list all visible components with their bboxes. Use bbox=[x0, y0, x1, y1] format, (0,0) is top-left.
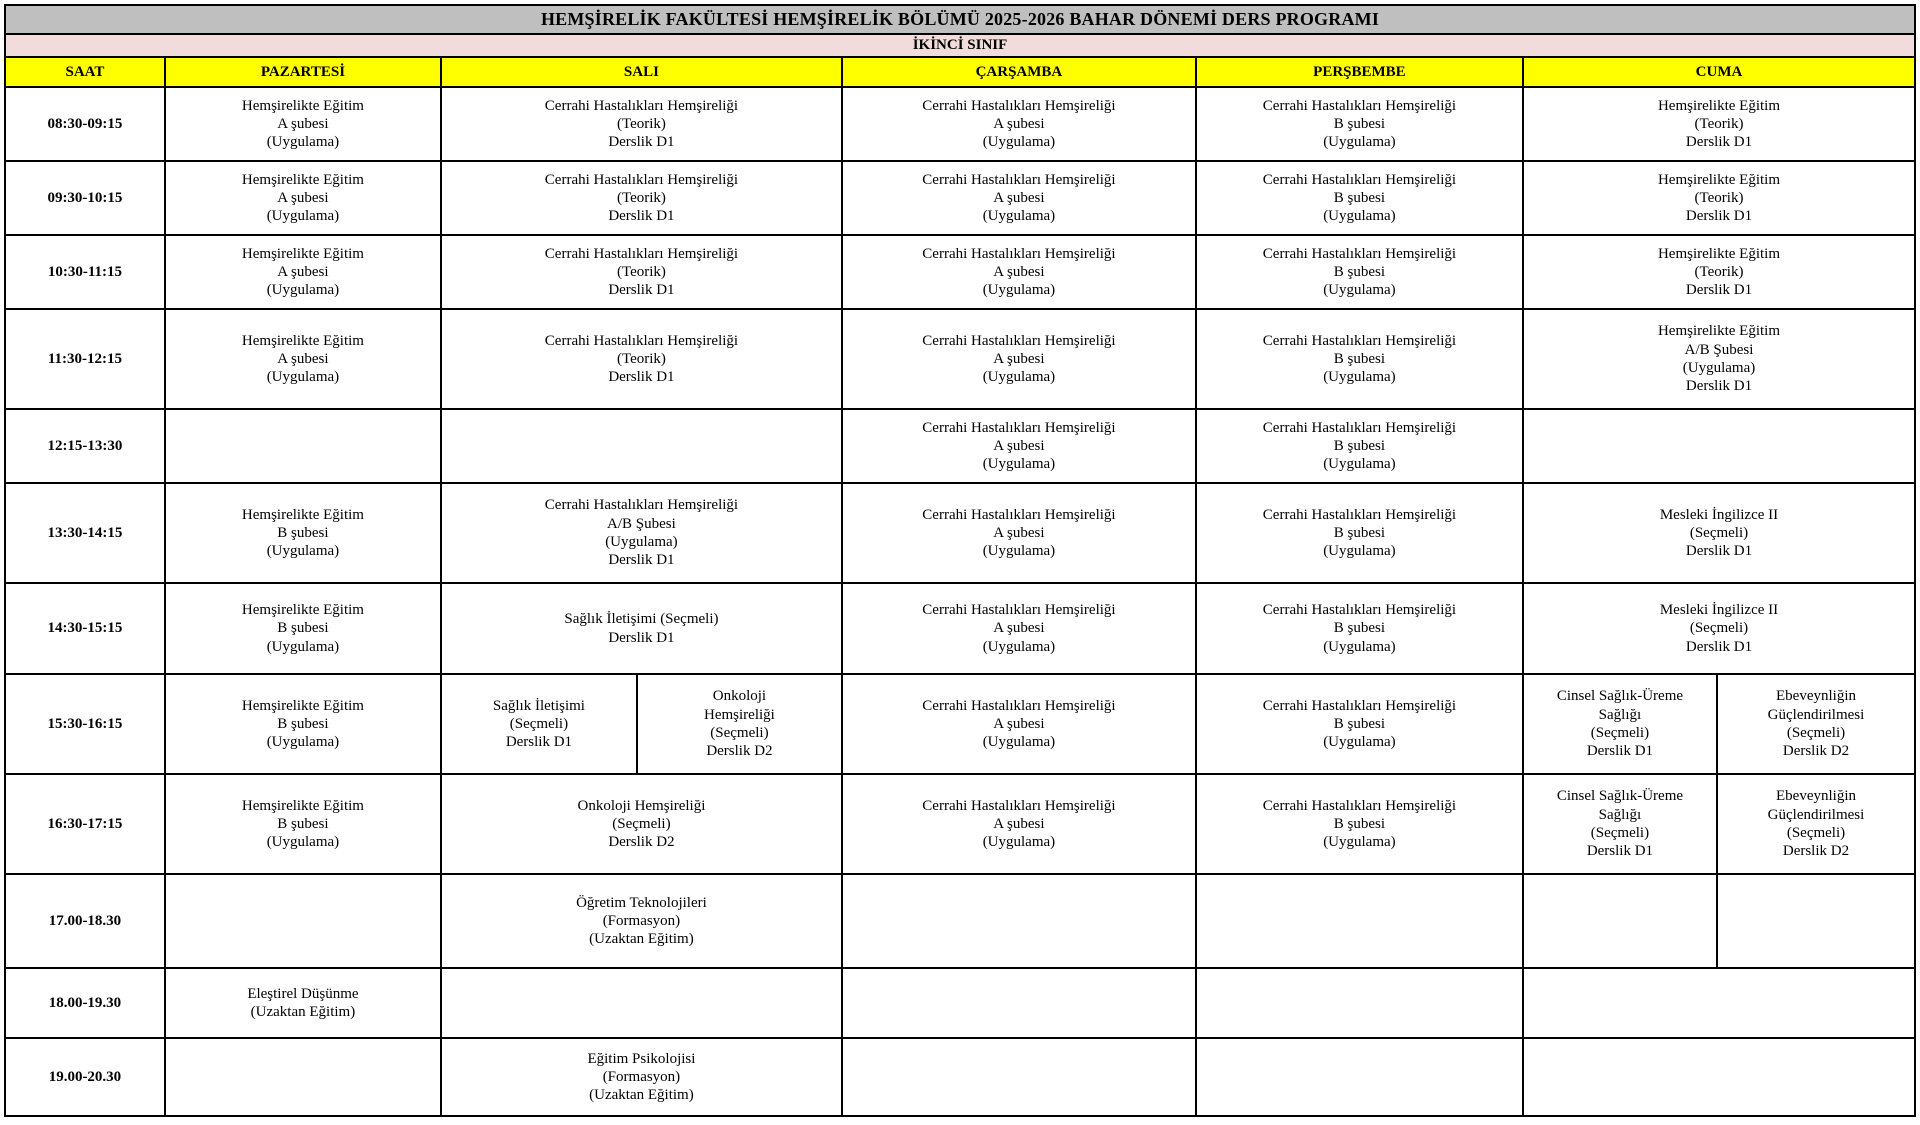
class-row bbox=[5, 34, 1915, 57]
course-line: Hemşirelikte Eğitim bbox=[241, 797, 364, 814]
schedule-row bbox=[5, 968, 1915, 1038]
course-line: B şubesi bbox=[1333, 715, 1386, 732]
course-line: Hemşirelikte Eğitim bbox=[241, 171, 364, 188]
course-line: B şubesi bbox=[277, 620, 329, 637]
course-line: (Teorik) bbox=[1694, 263, 1744, 280]
course-line: Cerrahi Hastalıkları Hemşireliği bbox=[922, 697, 1116, 714]
course-line: Cerrahi Hastalıkları Hemşireliği bbox=[544, 497, 739, 514]
course-line: A şubesi bbox=[277, 189, 329, 206]
course-line: A şubesi bbox=[993, 115, 1045, 132]
course-line: (Uygulama) bbox=[1323, 734, 1396, 751]
column-header-5: CUMA bbox=[1523, 57, 1915, 87]
course-line: Cerrahi Hastalıkları Hemşireliği bbox=[1262, 506, 1457, 523]
course-line: Derslik D1 bbox=[1685, 282, 1753, 299]
course-line: Derslik D1 bbox=[608, 552, 675, 569]
course-line: Sağlık İletişimi bbox=[492, 697, 585, 714]
course-cell-carsamba bbox=[842, 409, 1196, 483]
course-line: A şubesi bbox=[277, 115, 329, 132]
course-line: Derslik D1 bbox=[608, 134, 675, 151]
course-line: Derslik D1 bbox=[1685, 378, 1753, 395]
course-cell-cuma bbox=[1523, 968, 1915, 1038]
course-line: (Uygulama) bbox=[982, 834, 1056, 851]
schedule-row bbox=[5, 309, 1915, 409]
schedule-row bbox=[5, 674, 1915, 774]
course-line: Hemşirelikte Eğitim bbox=[1657, 97, 1781, 114]
course-cell-pazartesi bbox=[165, 968, 441, 1038]
schedule-row bbox=[5, 774, 1915, 874]
course-line: Hemşirelikte Eğitim bbox=[241, 332, 364, 349]
course-line: Cerrahi Hastalıkları Hemşireliği bbox=[922, 97, 1116, 114]
time-slot: 12:15-13:30 bbox=[5, 409, 165, 483]
course-line: Cerrahi Hastalıkları Hemşireliği bbox=[1262, 419, 1457, 436]
course-line: Sağlığı bbox=[1598, 706, 1642, 723]
course-line: B şubesi bbox=[277, 715, 329, 732]
course-line: Derslik D1 bbox=[1685, 543, 1753, 560]
course-line: Cerrahi Hastalıkları Hemşireliği bbox=[922, 602, 1116, 619]
course-line: Eleştirel Düşünme bbox=[247, 985, 359, 1002]
course-cell-cuma bbox=[1523, 409, 1915, 483]
course-cell-carsamba bbox=[842, 674, 1196, 774]
course-line: Cerrahi Hastalıkları Hemşireliği bbox=[544, 332, 739, 349]
course-line: Güçlendirilmesi bbox=[1767, 806, 1865, 823]
schedule-row bbox=[5, 1038, 1915, 1116]
course-line: Hemşirelikte Eğitim bbox=[241, 245, 364, 262]
course-line: Derslik D1 bbox=[505, 734, 573, 751]
course-cell-persembe bbox=[1196, 968, 1523, 1038]
course-cell-sali-sag bbox=[637, 674, 842, 774]
course-line: Hemşireliği bbox=[704, 706, 775, 723]
course-line: (Uygulama) bbox=[982, 369, 1056, 386]
course-line: (Uygulama) bbox=[266, 834, 340, 851]
course-line: (Uygulama) bbox=[1323, 456, 1396, 473]
course-line: (Uygulama) bbox=[982, 456, 1056, 473]
course-line: Derslik D1 bbox=[608, 629, 675, 646]
course-cell-cuma bbox=[1523, 87, 1915, 161]
course-cell-pazartesi bbox=[165, 409, 441, 483]
course-cell-pazartesi bbox=[165, 235, 441, 309]
course-cell-cuma bbox=[1523, 583, 1915, 674]
course-cell-cuma-sol bbox=[1523, 874, 1717, 968]
course-cell-carsamba bbox=[842, 874, 1196, 968]
course-line: Derslik D2 bbox=[608, 834, 675, 851]
course-line: A şubesi bbox=[993, 189, 1045, 206]
course-line: (Seçmeli) bbox=[1590, 725, 1650, 741]
time-slot: 08:30-09:15 bbox=[5, 87, 165, 161]
course-line: Cerrahi Hastalıkları Hemşireliği bbox=[922, 419, 1116, 436]
schedule-row bbox=[5, 409, 1915, 483]
course-cell-sali bbox=[441, 483, 842, 583]
course-line: A şubesi bbox=[993, 815, 1045, 832]
course-cell-persembe bbox=[1196, 483, 1523, 583]
course-schedule-table bbox=[4, 4, 1916, 1117]
course-line: Cerrahi Hastalıkları Hemşireliği bbox=[922, 332, 1116, 349]
course-cell-carsamba bbox=[842, 968, 1196, 1038]
course-cell-carsamba bbox=[842, 87, 1196, 161]
course-line: (Uygulama) bbox=[266, 282, 340, 299]
course-line: Derslik D1 bbox=[1586, 743, 1654, 760]
course-line: Mesleki İngilizce II bbox=[1659, 506, 1779, 523]
course-cell-cuma bbox=[1523, 1038, 1915, 1116]
course-cell-carsamba bbox=[842, 235, 1196, 309]
course-cell-cuma bbox=[1523, 235, 1915, 309]
course-line: (Teorik) bbox=[1694, 115, 1744, 132]
course-line: (Formasyon) bbox=[602, 912, 681, 929]
course-line: (Uygulama) bbox=[982, 638, 1056, 655]
course-line: (Seçmeli) bbox=[710, 725, 769, 741]
course-line: (Seçmeli) bbox=[1786, 825, 1846, 841]
course-cell-carsamba bbox=[842, 583, 1196, 674]
course-line: A şubesi bbox=[993, 263, 1045, 280]
course-cell-sali-sol bbox=[441, 674, 637, 774]
course-cell-persembe bbox=[1196, 583, 1523, 674]
course-line: (Seçmeli) bbox=[1590, 825, 1650, 841]
course-cell-sali bbox=[441, 409, 842, 483]
course-line: Cinsel Sağlık-Üreme bbox=[1556, 788, 1684, 805]
course-line: A şubesi bbox=[993, 350, 1045, 367]
course-line: (Uygulama) bbox=[1323, 834, 1396, 851]
course-line: (Uygulama) bbox=[1323, 134, 1396, 151]
course-line: (Uzaktan Eğitim) bbox=[589, 931, 694, 948]
course-cell-pazartesi bbox=[165, 483, 441, 583]
course-line: Cerrahi Hastalıkları Hemşireliği bbox=[922, 506, 1116, 523]
course-cell-persembe bbox=[1196, 774, 1523, 874]
course-line: Cerrahi Hastalıkları Hemşireliği bbox=[1262, 602, 1457, 619]
course-cell-persembe bbox=[1196, 674, 1523, 774]
time-slot: 15:30-16:15 bbox=[5, 674, 165, 774]
column-header-2: SALI bbox=[441, 57, 842, 87]
course-line: B şubesi bbox=[1333, 263, 1386, 280]
course-cell-sali bbox=[441, 235, 842, 309]
course-line: (Uygulama) bbox=[1323, 208, 1396, 225]
course-cell-cuma-sag bbox=[1717, 774, 1915, 874]
time-slot: 19.00-20.30 bbox=[5, 1038, 165, 1116]
time-slot: 17.00-18.30 bbox=[5, 874, 165, 968]
course-line: B şubesi bbox=[1333, 437, 1386, 454]
course-cell-cuma bbox=[1523, 483, 1915, 583]
course-line: A şubesi bbox=[993, 524, 1045, 541]
page-title: HEMŞİRELİK FAKÜLTESİ HEMŞİRELİK BÖLÜMÜ 2025-2026 BAHAR DÖNEMİ DERS PROGRAMI bbox=[5, 5, 1915, 34]
course-cell-persembe bbox=[1196, 235, 1523, 309]
course-line: A şubesi bbox=[993, 437, 1045, 454]
course-cell-cuma-sag bbox=[1717, 674, 1915, 774]
course-cell-sali bbox=[441, 1038, 842, 1116]
course-line: (Uygulama) bbox=[266, 638, 340, 655]
course-line: A/B Şubesi bbox=[607, 515, 676, 532]
schedule-row bbox=[5, 161, 1915, 235]
course-line: Cerrahi Hastalıkları Hemşireliği bbox=[1262, 171, 1457, 188]
course-line: Hemşirelikte Eğitim bbox=[241, 697, 364, 714]
title-row bbox=[5, 5, 1915, 34]
course-line: Hemşirelikte Eğitim bbox=[1657, 323, 1781, 340]
course-line: Derslik D1 bbox=[608, 369, 675, 386]
schedule-row bbox=[5, 583, 1915, 674]
course-cell-persembe bbox=[1196, 409, 1523, 483]
course-cell-pazartesi bbox=[165, 674, 441, 774]
course-line: B şubesi bbox=[1333, 815, 1386, 832]
course-cell-persembe bbox=[1196, 1038, 1523, 1116]
course-line: A şubesi bbox=[277, 263, 329, 280]
course-cell-pazartesi bbox=[165, 774, 441, 874]
course-line: (Uygulama) bbox=[266, 369, 340, 386]
course-line: Ebeveynliğin bbox=[1776, 788, 1856, 805]
course-cell-pazartesi bbox=[165, 309, 441, 409]
course-cell-carsamba bbox=[842, 1038, 1196, 1116]
course-line: Derslik D2 bbox=[1782, 843, 1850, 860]
course-cell-sali bbox=[441, 161, 842, 235]
course-line: (Uygulama) bbox=[266, 543, 340, 560]
course-line: Ebeveynliğin bbox=[1776, 688, 1856, 705]
course-line: Derslik D1 bbox=[1685, 638, 1753, 655]
column-header-3: ÇARŞAMBA bbox=[842, 57, 1196, 87]
course-line: Derslik D1 bbox=[1685, 134, 1753, 151]
course-line: A şubesi bbox=[993, 715, 1045, 732]
column-header-4: PERŞBEMBE bbox=[1196, 57, 1523, 87]
course-line: Hemşirelikte Eğitim bbox=[241, 602, 364, 619]
schedule-row bbox=[5, 483, 1915, 583]
course-line: Eğitim Psikolojisi bbox=[587, 1050, 696, 1067]
course-line: A şubesi bbox=[277, 350, 329, 367]
course-line: (Uygulama) bbox=[1323, 282, 1396, 299]
course-line: Güçlendirilmesi bbox=[1767, 706, 1865, 723]
course-line: (Teorik) bbox=[616, 350, 666, 367]
time-slot: 10:30-11:15 bbox=[5, 235, 165, 309]
course-line: (Uygulama) bbox=[1323, 543, 1396, 560]
time-slot: 09:30-10:15 bbox=[5, 161, 165, 235]
time-slot: 18.00-19.30 bbox=[5, 968, 165, 1038]
course-cell-carsamba bbox=[842, 774, 1196, 874]
time-slot: 11:30-12:15 bbox=[5, 309, 165, 409]
course-cell-persembe bbox=[1196, 874, 1523, 968]
course-line: Derslik D1 bbox=[1685, 208, 1753, 225]
course-line: (Uygulama) bbox=[266, 734, 340, 751]
course-line: Cerrahi Hastalıkları Hemşireliği bbox=[1262, 697, 1457, 714]
course-line: (Uygulama) bbox=[982, 208, 1056, 225]
course-cell-carsamba bbox=[842, 309, 1196, 409]
course-line: Cerrahi Hastalıkları Hemşireliği bbox=[1262, 245, 1457, 262]
course-line: Mesleki İngilizce II bbox=[1659, 602, 1779, 619]
course-line: Cinsel Sağlık-Üreme bbox=[1556, 688, 1684, 705]
course-line: Sağlık İletişimi (Seçmeli) bbox=[564, 611, 719, 628]
schedule-row bbox=[5, 235, 1915, 309]
course-line: (Uygulama) bbox=[982, 134, 1056, 151]
course-cell-pazartesi bbox=[165, 161, 441, 235]
course-line: Cerrahi Hastalıkları Hemşireliği bbox=[1262, 797, 1457, 814]
course-line: (Seçmeli) bbox=[1689, 524, 1749, 541]
column-header-1: PAZARTESİ bbox=[165, 57, 441, 87]
course-line: (Seçmeli) bbox=[1689, 620, 1749, 637]
course-cell-sali bbox=[441, 309, 842, 409]
class-label: İKİNCİ SINIF bbox=[5, 34, 1915, 57]
time-slot: 16:30-17:15 bbox=[5, 774, 165, 874]
course-line: Cerrahi Hastalıkları Hemşireliği bbox=[544, 171, 739, 188]
course-line: B şubesi bbox=[277, 524, 329, 541]
course-line: (Teorik) bbox=[616, 263, 666, 280]
course-cell-sali bbox=[441, 87, 842, 161]
course-cell-sali bbox=[441, 874, 842, 968]
course-cell-cuma-sol bbox=[1523, 774, 1717, 874]
course-line: Derslik D1 bbox=[1586, 843, 1654, 860]
course-line: Sağlığı bbox=[1598, 806, 1642, 823]
time-slot: 13:30-14:15 bbox=[5, 483, 165, 583]
course-line: Cerrahi Hastalıkları Hemşireliği bbox=[1262, 332, 1457, 349]
course-cell-persembe bbox=[1196, 309, 1523, 409]
course-cell-persembe bbox=[1196, 161, 1523, 235]
course-line: B şubesi bbox=[277, 815, 329, 832]
course-cell-carsamba bbox=[842, 483, 1196, 583]
course-line: (Seçmeli) bbox=[1786, 725, 1846, 741]
course-line: (Seçmeli) bbox=[612, 815, 671, 832]
course-line: (Teorik) bbox=[616, 115, 666, 132]
course-line: (Uygulama) bbox=[605, 534, 678, 550]
course-line: A/B Şubesi bbox=[1684, 341, 1754, 358]
course-line: (Uygulama) bbox=[1323, 369, 1396, 386]
course-cell-pazartesi bbox=[165, 87, 441, 161]
column-header-0: SAAT bbox=[5, 57, 165, 87]
course-line: (Uygulama) bbox=[266, 134, 340, 151]
course-line: Cerrahi Hastalıkları Hemşireliği bbox=[922, 171, 1116, 188]
course-line: B şubesi bbox=[1333, 115, 1386, 132]
course-cell-pazartesi bbox=[165, 583, 441, 674]
course-line: Hemşirelikte Eğitim bbox=[1657, 171, 1781, 188]
course-cell-pazartesi bbox=[165, 874, 441, 968]
course-cell-cuma-sag bbox=[1717, 874, 1915, 968]
course-line: Cerrahi Hastalıkları Hemşireliği bbox=[544, 245, 739, 262]
course-line: (Uygulama) bbox=[982, 543, 1056, 560]
course-line: Derslik D2 bbox=[706, 743, 773, 760]
course-line: (Teorik) bbox=[616, 189, 666, 206]
course-line: Cerrahi Hastalıkları Hemşireliği bbox=[922, 797, 1116, 814]
course-cell-persembe bbox=[1196, 87, 1523, 161]
course-line: (Uygulama) bbox=[982, 734, 1056, 751]
course-line: (Formasyon) bbox=[602, 1068, 681, 1085]
day-header-row bbox=[5, 57, 1915, 87]
course-line: Cerrahi Hastalıkları Hemşireliği bbox=[544, 97, 739, 114]
course-line: (Seçmeli) bbox=[509, 715, 569, 732]
course-line: Cerrahi Hastalıkları Hemşireliği bbox=[1262, 97, 1457, 114]
course-cell-sali bbox=[441, 968, 842, 1038]
time-slot: 14:30-15:15 bbox=[5, 583, 165, 674]
course-cell-cuma bbox=[1523, 309, 1915, 409]
course-cell-sali bbox=[441, 774, 842, 874]
course-line: (Uygulama) bbox=[1682, 360, 1756, 376]
course-line: (Uygulama) bbox=[266, 208, 340, 225]
course-cell-cuma bbox=[1523, 161, 1915, 235]
course-line: Hemşirelikte Eğitim bbox=[241, 97, 364, 114]
course-line: (Teorik) bbox=[1694, 189, 1744, 206]
course-cell-pazartesi bbox=[165, 1038, 441, 1116]
course-line: (Uzaktan Eğitim) bbox=[250, 1004, 356, 1020]
course-line: B şubesi bbox=[1333, 189, 1386, 206]
course-line: B şubesi bbox=[1333, 620, 1386, 637]
course-line: (Uygulama) bbox=[1323, 638, 1396, 655]
course-cell-sali bbox=[441, 583, 842, 674]
course-line: (Uzaktan Eğitim) bbox=[589, 1087, 694, 1104]
course-line: Cerrahi Hastalıkları Hemşireliği bbox=[922, 245, 1116, 262]
course-line: Öğretim Teknolojileri bbox=[576, 894, 707, 911]
course-line: Derslik D1 bbox=[608, 282, 675, 299]
course-line: B şubesi bbox=[1333, 350, 1386, 367]
course-line: Onkoloji bbox=[712, 688, 767, 705]
course-line: Derslik D1 bbox=[608, 208, 675, 225]
schedule-row bbox=[5, 874, 1915, 968]
course-cell-cuma-sol bbox=[1523, 674, 1717, 774]
course-line: A şubesi bbox=[993, 620, 1045, 637]
course-line: (Uygulama) bbox=[982, 282, 1056, 299]
course-cell-carsamba bbox=[842, 161, 1196, 235]
course-line: B şubesi bbox=[1333, 524, 1386, 541]
schedule-row bbox=[5, 87, 1915, 161]
course-line: Hemşirelikte Eğitim bbox=[241, 506, 364, 523]
course-line: Derslik D2 bbox=[1782, 743, 1850, 760]
course-line: Onkoloji Hemşireliği bbox=[577, 797, 706, 814]
course-line: Hemşirelikte Eğitim bbox=[1657, 245, 1781, 262]
